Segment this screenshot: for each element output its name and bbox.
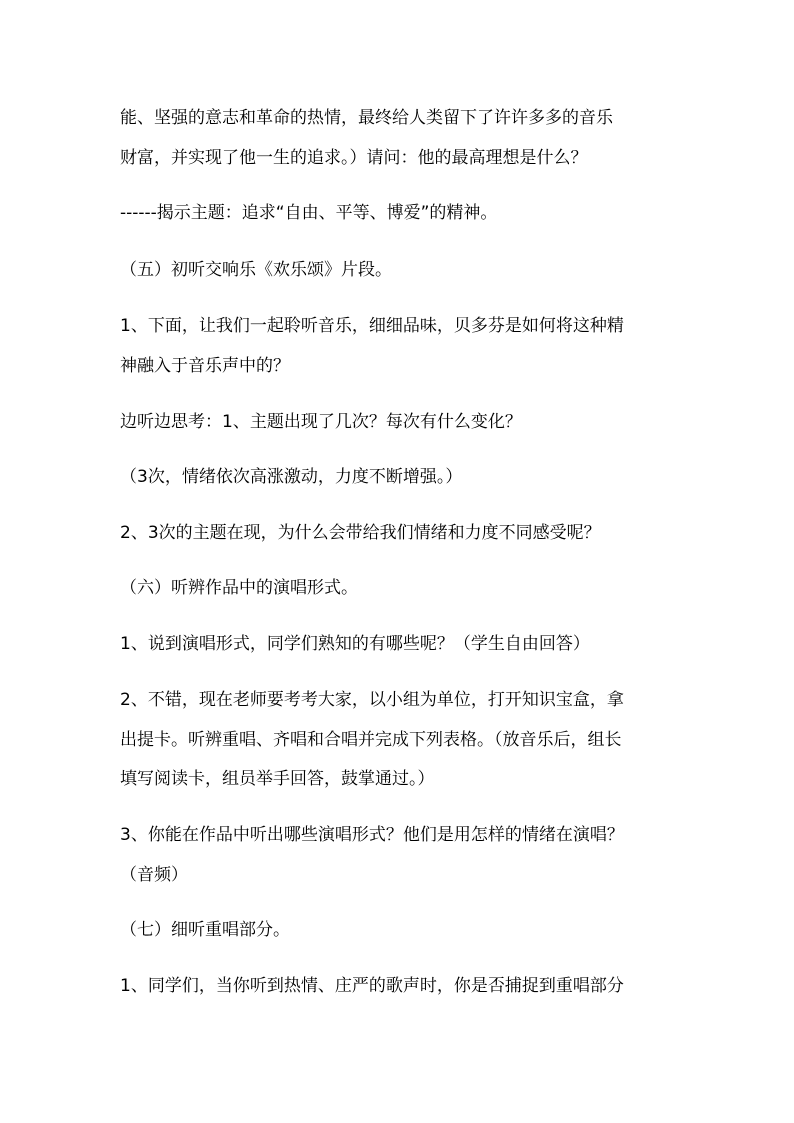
text-line: 1、下面，让我们一起聆听音乐，细细品味，贝多芬是如何将这种精: [120, 316, 624, 336]
text-line: 3、你能在作品中听出哪些演唱形式？他们是用怎样的情绪在演唱？: [120, 825, 624, 845]
text-line: 1、同学们，当你听到热情、庄严的歌声时，你是否捕捉到重唱部分: [120, 976, 624, 996]
text-line: 2、不错，现在老师要考考大家，以小组为单位，打开知识宝盒，拿: [120, 690, 624, 710]
text-line: （七）细听重唱部分。: [120, 920, 290, 940]
text-line: 财富，并实现了他一生的追求。）请问：他的最高理想是什么？: [120, 148, 588, 168]
text-line: 1、说到演唱形式，同学们熟知的有哪些呢？（学生自由回答）: [120, 634, 590, 654]
text-line: 填写阅读卡，组员举手回答，鼓掌通过。）: [120, 769, 435, 789]
text-line: 神融入于音乐声中的？: [120, 356, 290, 376]
text-line: （五）初听交响乐《欢乐颂》片段。: [120, 260, 392, 280]
text-line: 2、3次的主题在现，为什么会带给我们情绪和力度不同感受呢？: [120, 523, 601, 543]
text-line: （六）听辨作品中的演唱形式。: [120, 578, 358, 598]
text-line: （音频）: [120, 865, 188, 885]
text-line: ------揭示主题：追求“自由、平等、博爱”的精神。: [120, 203, 498, 223]
text-line: 能、坚强的意志和革命的热情，最终给人类留下了许许多多的音乐: [120, 108, 613, 128]
text-line: （3次，情绪依次高涨激动，力度不断增强。）: [120, 467, 463, 487]
text-line: 边听边思考：1、主题出现了几次？每次有什么变化？: [120, 412, 522, 432]
text-line: 出提卡。听辨重唱、齐唱和合唱并完成下列表格。（放音乐后，组长: [120, 730, 622, 750]
